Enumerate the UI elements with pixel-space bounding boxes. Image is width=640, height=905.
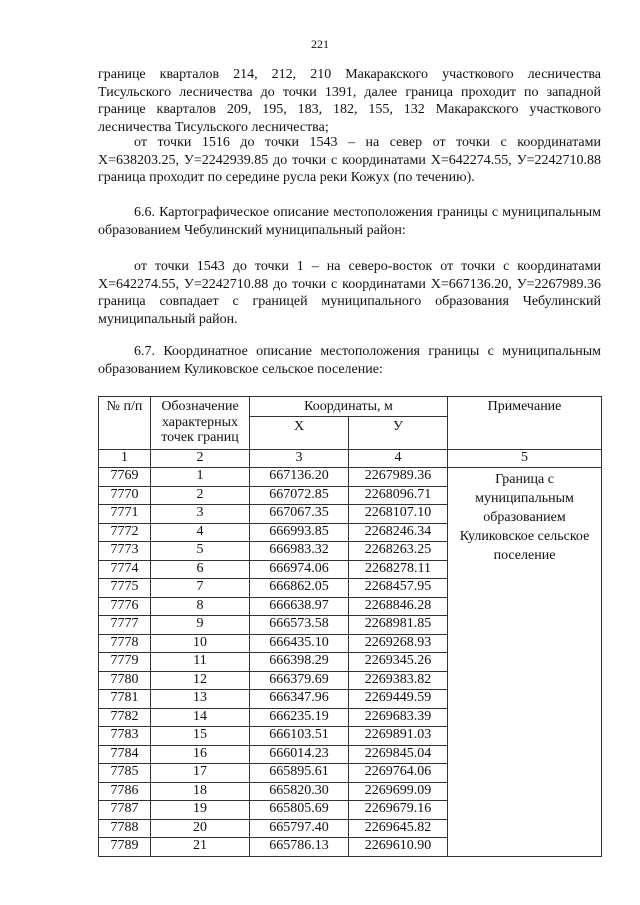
coord-x: 666993.85: [250, 523, 349, 542]
column-number: 2: [151, 450, 250, 468]
row-number: 7775: [99, 579, 151, 598]
coord-y: 2268846.28: [349, 597, 448, 616]
point-designation: 2: [151, 486, 250, 505]
coord-x: 667072.85: [250, 486, 349, 505]
coord-x: 666347.96: [250, 690, 349, 709]
coord-x: 666014.23: [250, 745, 349, 764]
coord-x: 665895.61: [250, 764, 349, 783]
point-designation: 13: [151, 690, 250, 709]
coord-x: 667136.20: [250, 468, 349, 487]
coord-y: 2269449.59: [349, 690, 448, 709]
header-num: № п/п: [99, 397, 151, 450]
header-note: Примечание: [448, 397, 602, 450]
point-designation: 6: [151, 560, 250, 579]
coord-y: 2269383.82: [349, 671, 448, 690]
row-number: 7780: [99, 671, 151, 690]
point-designation: 20: [151, 819, 250, 838]
coord-y: 2268246.34: [349, 523, 448, 542]
point-designation: 4: [151, 523, 250, 542]
point-designation: 18: [151, 782, 250, 801]
coord-x: 665797.40: [250, 819, 349, 838]
point-designation: 19: [151, 801, 250, 820]
coord-y: 2269764.06: [349, 764, 448, 783]
point-designation: 12: [151, 671, 250, 690]
row-number: 7782: [99, 708, 151, 727]
coord-x: 666379.69: [250, 671, 349, 690]
coord-y: 2269845.04: [349, 745, 448, 764]
coord-y: 2269699.09: [349, 782, 448, 801]
row-number: 7779: [99, 653, 151, 672]
row-number: 7783: [99, 727, 151, 746]
header-x: Х: [250, 417, 349, 450]
row-number: 7772: [99, 523, 151, 542]
coord-x: 666435.10: [250, 634, 349, 653]
coord-x: 666398.29: [250, 653, 349, 672]
coord-y: 2269679.16: [349, 801, 448, 820]
header-y: У: [349, 417, 448, 450]
row-number: 7785: [99, 764, 151, 783]
point-designation: 9: [151, 616, 250, 635]
coord-x: 665805.69: [250, 801, 349, 820]
header-designation: Обозначение характерных точек границ: [151, 397, 250, 450]
row-number: 7774: [99, 560, 151, 579]
coordinates-table: [98, 396, 602, 857]
paragraph-points-1543-1: от точки 1543 до точки 1 – на северо-восток от точки с координатами Х=642274.55, У=2242710.88 до точки с координатами Х=667136.20, У=2267989.36 граница совпадает с границей муниципального образования Чебулинский муниципальный район.: [98, 259, 601, 327]
coord-y: 2268457.95: [349, 579, 448, 598]
row-number: 7789: [99, 838, 151, 857]
row-number: 7786: [99, 782, 151, 801]
column-number: 3: [250, 450, 349, 468]
coord-x: 666983.32: [250, 542, 349, 561]
coord-y: 2268096.71: [349, 486, 448, 505]
column-number: 4: [349, 450, 448, 468]
row-number: 7788: [99, 819, 151, 838]
point-designation: 10: [151, 634, 250, 653]
point-designation: 8: [151, 597, 250, 616]
paragraph-boundary-continuation: границе кварталов 214, 212, 210 Макаракского участкового лесничества Тисульского лесничества до точки 1391, далее граница проходит по западной границе кварталов 209, 195, 183, 182, 155, 132 Макаракского участкового лесничества Тисульского лесничества;: [98, 67, 601, 135]
coord-x: 665820.30: [250, 782, 349, 801]
coord-x: 666974.06: [250, 560, 349, 579]
point-designation: 1: [151, 468, 250, 487]
point-designation: 5: [151, 542, 250, 561]
point-designation: 17: [151, 764, 250, 783]
row-number: 7781: [99, 690, 151, 709]
coord-y: 2269345.26: [349, 653, 448, 672]
row-number: 7784: [99, 745, 151, 764]
coord-y: 2269610.90: [349, 838, 448, 857]
coord-y: 2269645.82: [349, 819, 448, 838]
row-number: 7787: [99, 801, 151, 820]
coord-y: 2268981.85: [349, 616, 448, 635]
header-coordinates: Координаты, м: [250, 397, 448, 417]
column-number: 1: [99, 450, 151, 468]
point-designation: 11: [151, 653, 250, 672]
coord-x: 666235.19: [250, 708, 349, 727]
paragraph-points-1516-1543: от точки 1516 до точки 1543 – на север от точки с координатами Х=638203.25, У=2242939.85 до точки с координатами Х=642274.55, У=2242710.88 граница проходит по середине русла реки Кожух (по течению).: [98, 135, 601, 185]
row-number: 7773: [99, 542, 151, 561]
row-number: 7778: [99, 634, 151, 653]
coord-y: 2268263.25: [349, 542, 448, 561]
coord-x: 665786.13: [250, 838, 349, 857]
coord-x: 666573.58: [250, 616, 349, 635]
point-designation: 3: [151, 505, 250, 524]
section-6-6-heading: 6.6. Картографическое описание местоположения границы с муниципальным образованием Чебулинский муниципальный район:: [98, 205, 601, 238]
point-designation: 16: [151, 745, 250, 764]
coord-x: 666638.97: [250, 597, 349, 616]
coord-x: 666103.51: [250, 727, 349, 746]
coord-y: 2268278.11: [349, 560, 448, 579]
table-row: [99, 468, 602, 487]
point-designation: 14: [151, 708, 250, 727]
row-number: 7777: [99, 616, 151, 635]
point-designation: 15: [151, 727, 250, 746]
section-6-7-heading: 6.7. Координатное описание местоположения границы с муниципальным образованием Куликовское сельское поселение:: [98, 344, 601, 377]
coord-y: 2269268.93: [349, 634, 448, 653]
row-number: 7771: [99, 505, 151, 524]
point-designation: 7: [151, 579, 250, 598]
row-number: 7776: [99, 597, 151, 616]
coord-y: 2267989.36: [349, 468, 448, 487]
coord-y: 2269683.39: [349, 708, 448, 727]
boundary-note: Граница с муниципальным образованием Куликовское сельское поселение: [448, 468, 602, 857]
point-designation: 21: [151, 838, 250, 857]
coord-y: 2268107.10: [349, 505, 448, 524]
coord-x: 667067.35: [250, 505, 349, 524]
coord-x: 666862.05: [250, 579, 349, 598]
column-number: 5: [448, 450, 602, 468]
row-number: 7769: [99, 468, 151, 487]
page-number: 221: [311, 37, 329, 51]
row-number: 7770: [99, 486, 151, 505]
coord-y: 2269891.03: [349, 727, 448, 746]
